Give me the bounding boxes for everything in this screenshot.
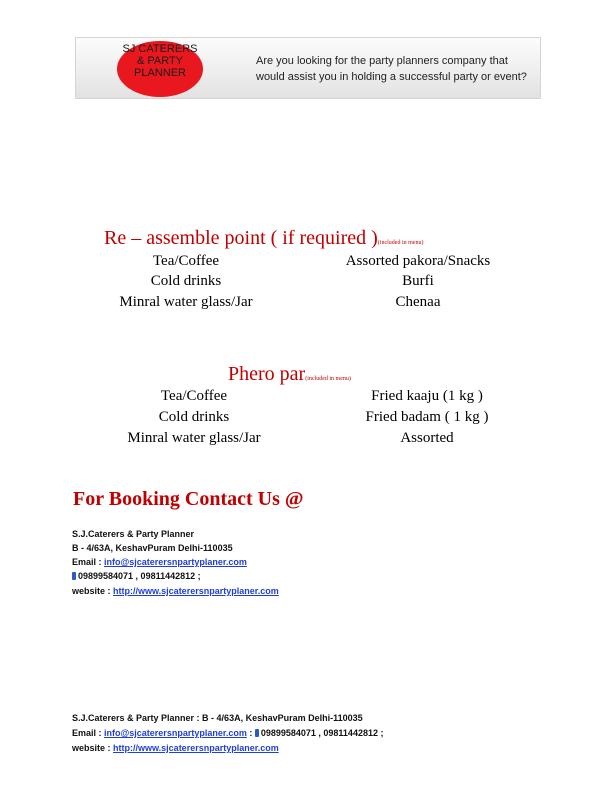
menu-item: Cold drinks [150,273,222,289]
footer-separator: : [246,728,255,738]
footer-website-link[interactable]: http://www.sjcaterersnpartyplaner.com [113,743,279,753]
website-line [72,586,279,597]
menu-item: Assorted pakora/Snacks [345,253,491,269]
section-title: Phero par [228,363,306,385]
phone-line [72,571,201,582]
website-label: website : [72,586,114,596]
footer-website-line [72,743,279,754]
menu-item: Tea/Coffee [152,253,220,269]
section-title: Re – assemble point ( if required ) [104,227,378,249]
phone-numbers: 09899584071 , 09811442812 ; [78,571,201,581]
logo-line: & PARTY [136,55,184,67]
menu-item: Cold drinks [158,409,230,425]
footer-company-line: S.J.Caterers & Party Planner : B - 4/63A, KeshavPuram Delhi-110035 [72,713,363,723]
company-name: S.J.Caterers & Party Planner [72,529,195,539]
logo-text [117,43,203,79]
footer-website-label: website : [72,743,114,753]
email-line [72,557,247,568]
menu-item: Fried kaaju (1 kg ) [371,388,483,404]
footer-phone-numbers: 09899584071 , 09811442812 ; [260,728,384,738]
menu-note: (included in menu) [305,376,351,382]
section-heading-reassemble [104,227,423,250]
menu-item: Burfi [402,273,434,289]
logo-line: SJ CATERERS [122,43,198,55]
menu-item: Assorted [400,430,454,446]
menu-item: Minral water glass/Jar [119,294,253,310]
email-label: Email : [72,557,105,567]
phone-icon [72,572,76,580]
website-link[interactable]: http://www.sjcaterersnpartyplaner.com [113,586,279,596]
phone-icon [255,729,259,737]
menu-item: Tea/Coffee [160,388,228,404]
footer-email-label: Email : [72,728,105,738]
email-link[interactable]: info@sjcaterersnpartyplaner.com [104,557,247,567]
footer-email-link[interactable]: info@sjcaterersnpartyplaner.com [104,728,247,738]
menu-item: Minral water glass/Jar [127,430,261,446]
contact-heading: For Booking Contact Us @ [73,488,304,510]
logo-line: PLANNER [134,67,186,79]
menu-note: (included in menu) [377,240,424,246]
company-address: B - 4/63A, KeshavPuram Delhi-110035 [72,543,233,553]
header-banner [75,37,541,99]
menu-item: Chenaa [395,294,441,310]
menu-item: Fried badam ( 1 kg ) [365,409,489,425]
footer-email-phone-line [72,728,383,739]
section-heading-phero-par [228,363,351,386]
banner-tagline: Are you looking for the party planners company that would assist you in holding a successful party or event? [256,55,527,83]
